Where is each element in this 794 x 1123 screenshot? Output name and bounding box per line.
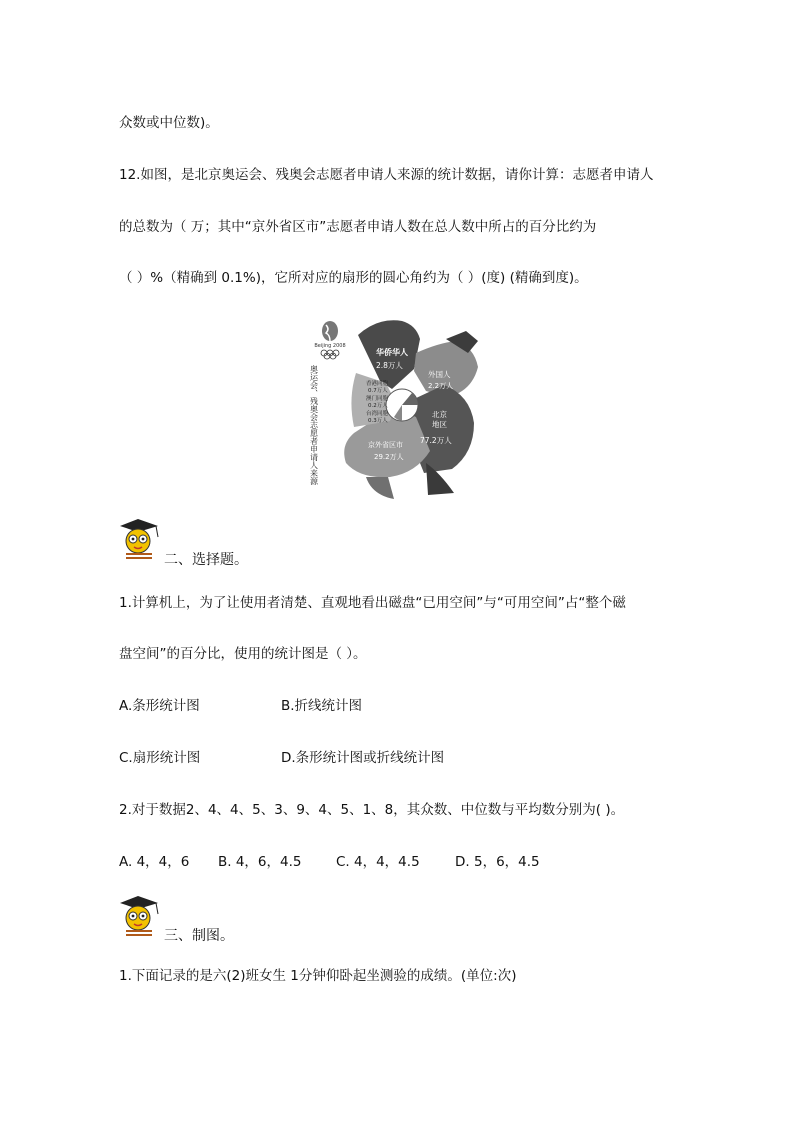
section2-title: 二、选择题。 xyxy=(164,552,248,568)
graduate-cap-icon xyxy=(118,517,164,561)
s2-q1-option-b[interactable]: B.折线统计图 xyxy=(281,698,363,714)
beijing-2008-logo xyxy=(314,321,345,359)
q12-line1: 12.如图，是北京奥运会、残奥会志愿者申请人来源的统计数据，请你计算：志愿者申请人 xyxy=(119,167,654,183)
label-huaqiao-value: 2.8万人 xyxy=(376,361,403,370)
label-jingwai-value: 29.2万人 xyxy=(374,453,404,461)
pie-center xyxy=(386,389,418,421)
section3-icon xyxy=(118,894,164,938)
q12-line2: 的总数为（ 万；其中“京外省区市”志愿者申请人数在总人数中所占的百分比约为 xyxy=(119,219,597,235)
s2-q1-option-c[interactable]: C.扇形统计图 xyxy=(119,750,201,766)
s2-q1-option-d[interactable]: D.条形统计图或折线统计图 xyxy=(281,750,445,766)
s2-q1-line1: 1.计算机上，为了让使用者清楚、直观地看出磁盘“已用空间”与“可用空间”占“整个磁 xyxy=(119,595,626,611)
label-xianggang-value: 0.7万人 xyxy=(368,388,388,394)
s2-q1-line2: 盘空间”的百分比，使用的统计图是（ ）。 xyxy=(119,646,367,662)
label-taiwan: 台湾同胞 xyxy=(366,411,389,417)
label-taiwan-value: 0.3万人 xyxy=(368,418,388,424)
vertical-caption xyxy=(309,364,319,486)
section3-title: 三、制图。 xyxy=(164,928,234,944)
label-beijing-1: 北京 xyxy=(432,410,447,419)
caption-text: 奥运会、残奥会志愿者申请人来源 xyxy=(309,365,319,485)
label-xianggang: 香港同胞 xyxy=(366,381,389,387)
figure-graphic xyxy=(306,313,488,499)
s2-q1-option-a[interactable]: A.条形统计图 xyxy=(119,698,200,714)
s3-q1-line: 1.下面记录的是六(2)班女生 1分钟仰卧起坐测验的成绩。(单位:次) xyxy=(119,968,517,984)
section2-icon xyxy=(118,517,164,561)
logo-text: Beijing 2008 xyxy=(314,343,346,349)
s2-q2-line: 2.对于数据2、4、4、5、3、9、4、5、1、8，其众数、中位数与平均数分别为( )。 xyxy=(119,802,625,818)
label-huaqiao: 华侨华人 xyxy=(376,348,408,357)
label-waiguo: 外国人 xyxy=(428,370,451,379)
label-beijing-2: 地区 xyxy=(432,420,447,429)
q11-tail: 众数或中位数)。 xyxy=(119,115,219,131)
volunteer-source-figure xyxy=(306,313,488,499)
q12-line3: （ ）%（精确到 0.1%)，它所对应的扇形的圆心角约为（ ）(度) (精确到度)。 xyxy=(119,270,588,286)
label-beijing-value: 77.2万人 xyxy=(420,436,452,445)
graduate-cap-icon xyxy=(118,894,164,938)
s2-q2-option-a[interactable]: A. 4，4，6 xyxy=(119,854,190,870)
label-aomen: 澳门同胞 xyxy=(366,396,389,402)
label-jingwai: 京外省区市 xyxy=(368,441,403,449)
label-aomen-value: 0.2万人 xyxy=(368,403,388,409)
s2-q2-option-d[interactable]: D. 5，6，4.5 xyxy=(455,854,540,870)
s2-q2-option-b[interactable]: B. 4，6，4.5 xyxy=(218,854,302,870)
s2-q2-option-c[interactable]: C. 4，4，4.5 xyxy=(336,854,420,870)
label-waiguo-value: 2.2万人 xyxy=(428,382,454,390)
